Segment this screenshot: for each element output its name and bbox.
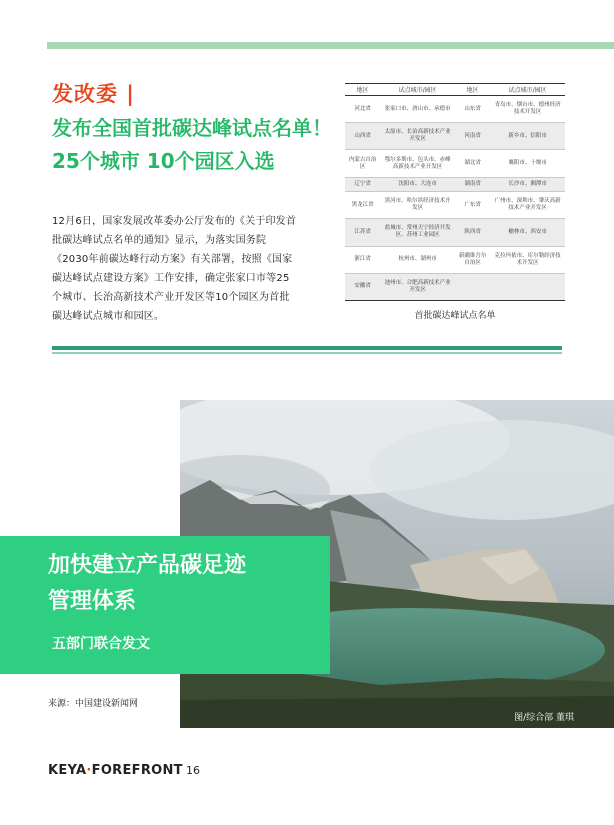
- table-row: [345, 219, 565, 246]
- table-cell: 山东省: [455, 96, 490, 123]
- page-number: 16: [186, 764, 200, 777]
- table-cell: 山西省: [345, 123, 380, 150]
- table-cell: 浙江省: [345, 246, 380, 273]
- table-cell: 安徽省: [345, 273, 380, 300]
- table-cell: 沈阳市、大连市: [380, 177, 455, 192]
- table-header-row: [345, 84, 565, 96]
- table-cell: 鄂尔多斯市、包头市、赤峰高新技术产业开发区: [380, 150, 455, 177]
- headline-line-1: 发布全国首批碳达峰试点名单！: [52, 116, 332, 140]
- table-row: [345, 150, 565, 177]
- photo-credit: 图/综合部 董琪: [514, 713, 574, 723]
- table-cell: 太原市、长治高新技术产业开发区: [380, 123, 455, 150]
- article-body: 12月6日，国家发展改革委办公厅发布的《关于印发首批碳达峰试点名单的通知》显示，为落实国务院《2030年前碳达峰行动方案》有关部署，按照《国家碳达峰试点建设方案》工作安排，确定张家口市等25个城市、长治高新技术产业开发区等10个园区为首批碳达峰试点城市和园区。: [52, 216, 297, 322]
- table-cell: 榆林市、西安市: [490, 219, 565, 246]
- table-cell: 黑龙江省: [345, 192, 380, 219]
- table-cell: 张家口市、唐山市、承德市: [380, 96, 455, 123]
- table-cell: 青岛市、烟台市、德州经济技术开发区: [490, 96, 565, 123]
- table-row: [345, 192, 565, 219]
- section-divider: [52, 346, 562, 350]
- footer-brand: [48, 763, 183, 778]
- table-cell: 河北省: [345, 96, 380, 123]
- table-cell: 湖北省: [455, 150, 490, 177]
- table-cell: [490, 273, 565, 300]
- table-cell: 新乡市、信阳市: [490, 123, 565, 150]
- section-kicker: 发改委 |: [52, 82, 135, 106]
- top-accent-bar: [47, 42, 614, 49]
- brand-dot: ·: [86, 763, 92, 778]
- table-row: [345, 273, 565, 300]
- table-cell: [455, 273, 490, 300]
- table-row: [345, 246, 565, 273]
- table-header-cell: 试点城市/园区: [490, 84, 565, 96]
- table-caption: 首批碳达峰试点名单: [414, 311, 496, 321]
- feature-subtitle: 五部门联合发文: [52, 636, 150, 652]
- table-header-cell: 地区: [345, 84, 380, 96]
- table-row: [345, 96, 565, 123]
- table-cell: 湖南省: [455, 177, 490, 192]
- table-cell: 内蒙古自治区: [345, 150, 380, 177]
- brand-part-2: FOREFRONT: [91, 763, 183, 778]
- headline-line-2: 25个城市 10个园区入选: [52, 149, 275, 173]
- source-note: 来源：中国建设新闻网: [48, 699, 139, 709]
- table-cell: 河南省: [455, 123, 490, 150]
- table-cell: 江苏省: [345, 219, 380, 246]
- table-cell: 克拉玛依市、库尔勒经济技术开发区: [490, 246, 565, 273]
- feature-title-line-2: 管理体系: [48, 589, 137, 614]
- table-cell: 黑河市、哈尔滨经济技术开发区: [380, 192, 455, 219]
- table-cell: 盐城市、常州天宁经济开发区、苏州工业园区: [380, 219, 455, 246]
- table-cell: 襄阳市、十堰市: [490, 150, 565, 177]
- table-header-cell: 地区: [455, 84, 490, 96]
- table-cell: 池州市、合肥高新技术产业开发区: [380, 273, 455, 300]
- table-cell: 辽宁省: [345, 177, 380, 192]
- feature-title-line-1: 加快建立产品碳足迹: [48, 553, 247, 578]
- table-cell: 广州市、深圳市、肇庆高新技术产业开发区: [490, 192, 565, 219]
- table-row: [345, 123, 565, 150]
- table-cell: 陕西省: [455, 219, 490, 246]
- table-cell: 长沙市、湘潭市: [490, 177, 565, 192]
- section-divider-light: [52, 352, 562, 354]
- brand-part-1: KEYA: [48, 763, 87, 778]
- table-cell: 杭州市、湖州市: [380, 246, 455, 273]
- table-header-cell: 试点城市/园区: [380, 84, 455, 96]
- table-row: [345, 177, 565, 192]
- table-cell: 广东省: [455, 192, 490, 219]
- pilot-list-table: [345, 83, 565, 301]
- table-cell: 新疆维吾尔自治区: [455, 246, 490, 273]
